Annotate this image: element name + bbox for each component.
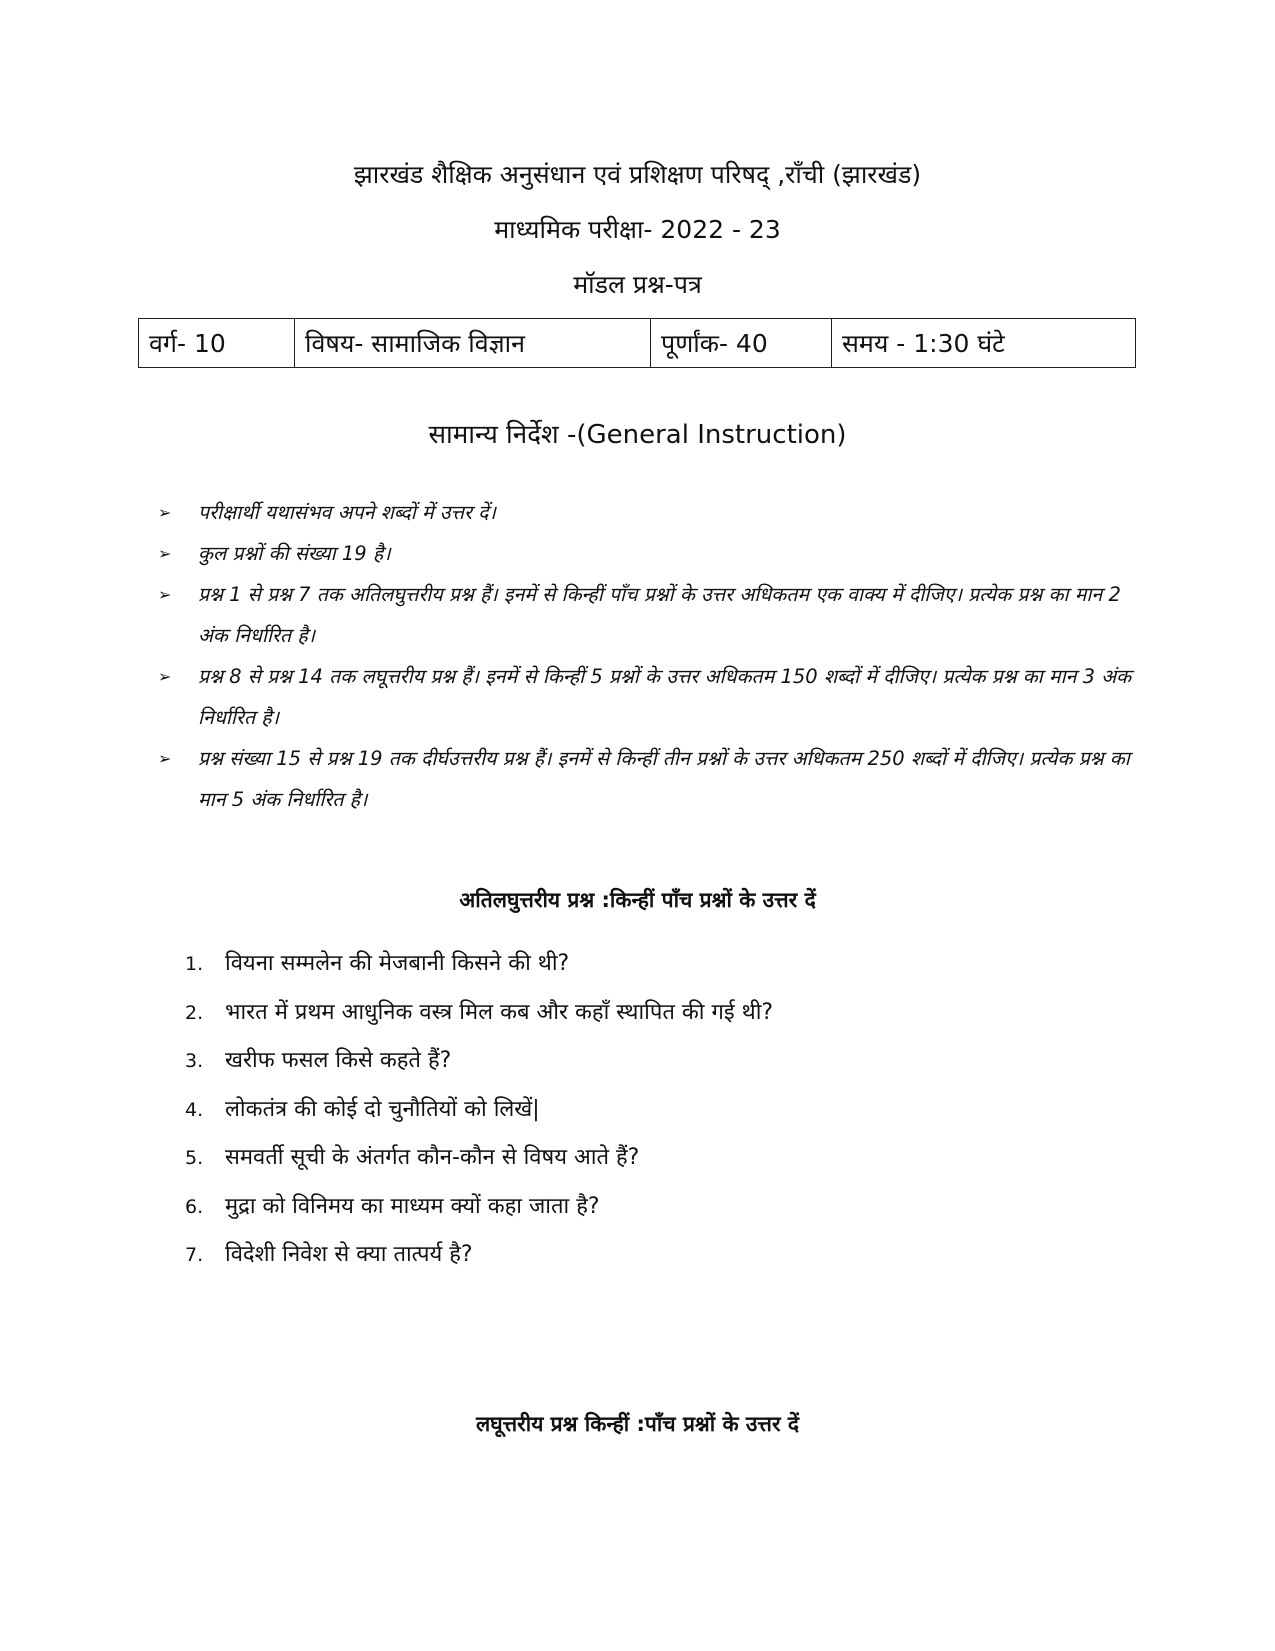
exam-title: माध्यमिक परीक्षा- 2022 - 23 [494,215,781,244]
question-number: 4. [185,1098,204,1121]
instruction-text: प्रश्न 1 से प्रश्न 7 तक अतिलघुत्तरीय प्रश्न हैं। इनमें से किन्हीं पाँच प्रश्नों के उत्तर अधिकतम एक वाक्य में दीजिए। प्रत्येक प्रश्न का मान 2 अंक निर्धारित है। [198,583,1121,647]
question-item [180,940,1080,989]
question-item [180,1037,1080,1086]
question-number: 6. [185,1195,204,1218]
instruction-item [158,533,1133,574]
subject-cell: विषय- सामाजिक विज्ञान [295,319,651,368]
question-item [180,1134,1080,1183]
paper-type-title: मॉडल प्रश्न-पत्र [573,270,702,299]
question-list [180,940,1080,1280]
instruction-item [158,492,1133,533]
exam-info-table [138,318,1136,368]
question-text: समवर्ती सूची के अंतर्गत कौन-कौन से विषय आते हैं? [225,1145,640,1170]
general-instruction-title: सामान्य निर्देश -(General Instruction) [428,420,847,450]
question-number: 2. [185,1001,204,1024]
class-cell: वर्ग- 10 [139,319,295,368]
instruction-text: परीक्षार्थी यथासंभव अपने शब्दों में उत्तर दें। [198,501,496,524]
exam-info-row [139,319,1136,368]
arrow-bullet-icon: ➢ [158,503,172,522]
question-text: खरीफ फसल किसे कहते हैं? [225,1048,452,1073]
question-text: मुद्रा को विनिमय का माध्यम क्यों कहा जाता है? [225,1193,600,1219]
instruction-text: कुल प्रश्नों की संख्या 19 है। [198,542,391,565]
instruction-item [158,738,1133,820]
section-1-title: अतिलघुत्तरीय प्रश्न :किन्हीं पाँच प्रश्नों के उत्तर दें [459,888,816,912]
question-number: 7. [185,1244,204,1266]
arrow-bullet-icon: ➢ [158,585,172,604]
question-text: भारत में प्रथम आधुनिक वस्त्र मिल कब और कहाँ स्थापित की गई थी? [225,999,774,1025]
instruction-text: प्रश्न संख्या 15 से प्रश्न 19 तक दीर्घउत्तरीय प्रश्न हैं। इनमें से किन्हीं तीन प्रश्नों के उत्तर अधिकतम 250 शब्दों में दीजिए। प्रत्येक प्रश्न का मान 5 अंक निर्धारित है। [198,747,1130,811]
question-item [180,1183,1080,1232]
arrow-bullet-icon: ➢ [158,749,172,768]
question-item [180,989,1080,1038]
question-number: 3. [185,1050,204,1072]
section-2-title: लघूत्तरीय प्रश्न किन्हीं :पाँच प्रश्नों के उत्तर दें [476,1412,799,1436]
instruction-item [158,656,1133,738]
instruction-item [158,574,1133,656]
question-text: वियना सम्मलेन की मेजबानी किसने की थी? [225,951,570,976]
question-item [180,1231,1080,1280]
question-text: विदेशी निवेश से क्या तात्पर्य है? [225,1242,473,1267]
instruction-text: प्रश्न 8 से प्रश्न 14 तक लघूत्तरीय प्रश्न हैं। इनमें से किन्हीं 5 प्रश्नों के उत्तर अधिकतम 150 शब्दों में दीजिए। प्रत्येक प्रश्न का मान 3 अंक निर्धारित है। [198,665,1132,729]
question-number: 1. [185,953,204,975]
time-cell: समय - 1:30 घंटे [832,319,1136,368]
arrow-bullet-icon: ➢ [158,544,172,563]
question-number: 5. [185,1147,204,1169]
organization-title: झारखंड शैक्षिक अनुसंधान एवं प्रशिक्षण परिषद् ,राँची (झारखंड) [353,160,922,189]
full-marks-cell: पूर्णांक- 40 [651,319,832,368]
question-text: लोकतंत्र की कोई दो चुनौतियों को लिखें| [225,1096,540,1122]
arrow-bullet-icon: ➢ [158,667,172,686]
instruction-list [158,492,1133,820]
question-item [180,1086,1080,1135]
